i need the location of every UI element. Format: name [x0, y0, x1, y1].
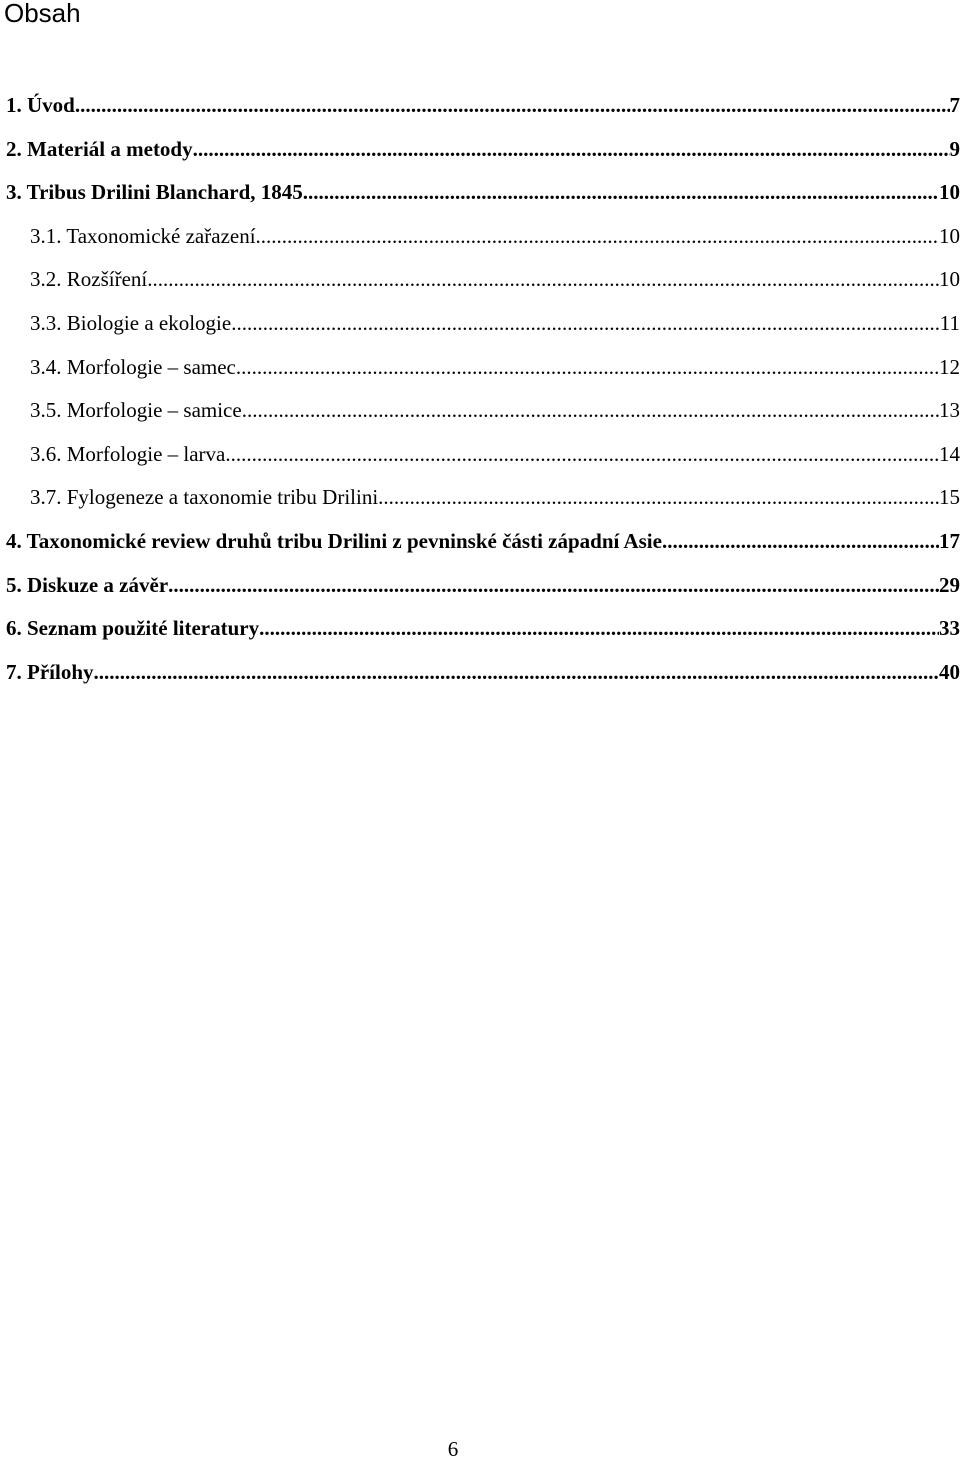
toc-entry-page: 14 [939, 441, 960, 466]
toc-entry-label: 3.4. Morfologie – samec [30, 354, 236, 379]
toc-entry-taxonomicke-zarazeni[interactable] [6, 215, 960, 259]
toc-entry-label: 7. Přílohy [6, 659, 94, 684]
toc-entry-label: 2. Materiál a metody [6, 136, 193, 161]
toc-entry-page: 13 [939, 398, 960, 423]
toc-entry-diskuze-a-zaver[interactable] [6, 564, 960, 608]
toc-dot-leader [236, 346, 939, 390]
toc-entry-morfologie-samice[interactable] [6, 389, 960, 433]
page-number: 6 [447, 1437, 459, 1461]
toc-entry-label: 1. Úvod [6, 93, 75, 117]
toc-dot-leader [662, 520, 939, 564]
toc-entry-label: 5. Diskuze a závěr [6, 572, 169, 597]
toc-entry-label: 6. Seznam použité literatury [6, 616, 260, 641]
toc-dot-leader [256, 215, 939, 259]
page-title: Obsah [4, 0, 81, 28]
toc-dot-leader [147, 258, 939, 302]
toc-entry-morfologie-samec[interactable] [6, 346, 960, 390]
table-of-contents [6, 84, 960, 694]
toc-entry-uvod[interactable] [6, 84, 960, 128]
toc-dot-leader [231, 302, 940, 346]
toc-dot-leader [75, 84, 950, 128]
toc-entry-seznam-literatury[interactable] [6, 607, 960, 651]
toc-entry-label: 4. Taxonomické review druhů tribu Drilini z pevninské části západní Asie [6, 528, 662, 553]
toc-entry-page: 17 [939, 528, 960, 553]
toc-entry-label: 3.7. Fylogeneze a taxonomie tribu Drilini [30, 485, 379, 510]
toc-entry-page: 10 [939, 180, 960, 205]
toc-entry-page: 40 [939, 659, 960, 684]
toc-dot-leader [242, 389, 939, 433]
toc-entry-label: 3.2. Rozšíření [30, 267, 148, 292]
toc-entry-page: 15 [939, 485, 960, 510]
toc-dot-leader [168, 564, 939, 608]
toc-entry-page: 7 [949, 93, 960, 117]
toc-entry-fylogeneze-a-taxonomie[interactable] [6, 476, 960, 520]
toc-entry-page: 11 [939, 310, 960, 335]
toc-entry-taxonomicke-review[interactable] [6, 520, 960, 564]
toc-dot-leader [303, 171, 939, 215]
toc-dot-leader [225, 433, 939, 477]
toc-dot-leader [193, 128, 950, 172]
toc-entry-page: 10 [939, 223, 960, 248]
toc-entry-morfologie-larva[interactable] [6, 433, 960, 477]
toc-dot-leader [378, 476, 939, 520]
toc-dot-leader [94, 651, 940, 695]
toc-entry-label: 3. Tribus Drilini Blanchard, 1845 [6, 180, 303, 205]
toc-dot-leader [259, 607, 939, 651]
toc-entry-label: 3.3. Biologie a ekologie [30, 310, 232, 335]
toc-entry-label: 3.1. Taxonomické zařazení [30, 223, 256, 248]
toc-entry-label: 3.6. Morfologie – larva [30, 441, 226, 466]
toc-entry-page: 33 [939, 616, 960, 641]
toc-entry-biologie-a-ekologie[interactable] [6, 302, 960, 346]
toc-entry-label: 3.5. Morfologie – samice [30, 398, 242, 423]
toc-entry-rozsireni[interactable] [6, 258, 960, 302]
toc-entry-page: 29 [939, 572, 960, 597]
toc-entry-prilohy[interactable] [6, 651, 960, 695]
toc-entry-page: 10 [939, 267, 960, 292]
toc-entry-tribus-drilini[interactable] [6, 171, 960, 215]
toc-entry-material-a-metody[interactable] [6, 128, 960, 172]
toc-entry-page: 12 [939, 354, 960, 379]
toc-entry-page: 9 [949, 136, 960, 161]
